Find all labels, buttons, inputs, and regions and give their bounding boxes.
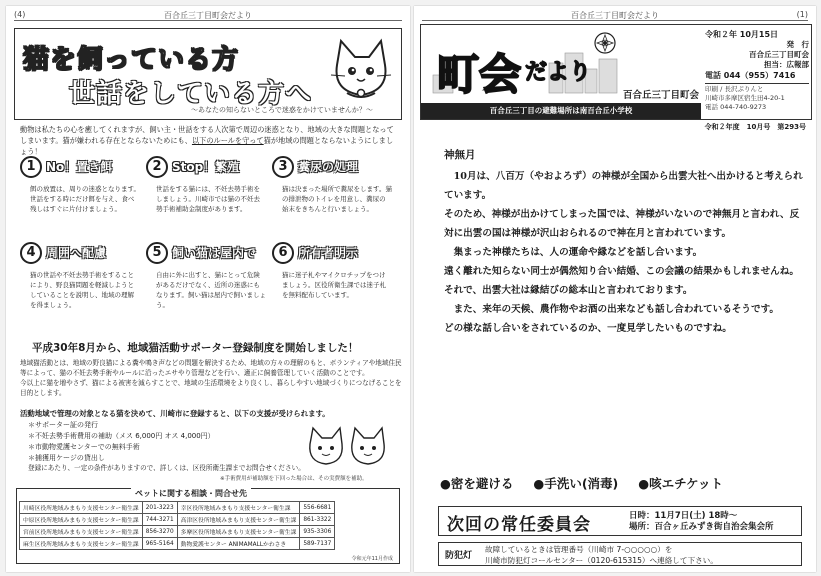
article-paragraph: どの様な話し合いをされているのか、一度見学したいものですね。 bbox=[444, 323, 732, 334]
printer-phone: 電話 044-740-9273 bbox=[705, 103, 767, 111]
evacuation-band: 百合丘三丁目の避難場所は南百合丘小学校 bbox=[421, 103, 701, 119]
list-item: ＊不妊去勢手術費用の補助（メス 6,000円 オス 4,000円） bbox=[28, 432, 215, 440]
article-kannazuki bbox=[444, 146, 804, 338]
newsletter-page-4 bbox=[6, 6, 410, 572]
rule-number: 6 bbox=[272, 242, 294, 264]
header-title: 百合丘三丁目町会だより bbox=[571, 11, 659, 20]
rule-3 bbox=[272, 156, 396, 238]
support-title: 平成30年8月から、地域猫活動サポーター登録制度を開始しました！ bbox=[32, 342, 359, 354]
rule-4 bbox=[20, 242, 144, 324]
rule-body: 餌の放置は、周りの迷惑となります。世話をする時にだけ餌を与え、食べ残しはすぐに片付けましょう。 bbox=[30, 185, 140, 213]
page-header bbox=[14, 10, 402, 21]
cat-subtitle: 〜あなたの知らないところで迷惑をかけていませんか？〜 bbox=[191, 106, 373, 114]
rule-2 bbox=[146, 156, 270, 238]
masthead-info bbox=[705, 29, 809, 117]
cat-intro-text bbox=[20, 124, 400, 157]
rule-title: 飼い猫は屋内で bbox=[172, 246, 257, 260]
consult-footer: 令和元年11月作成 bbox=[351, 556, 393, 562]
list-item: ＊市動物愛護センターでの無料手術 bbox=[28, 443, 140, 451]
intro-part2: 猫が地域の問題とならないようにしましょう！ bbox=[20, 136, 394, 156]
article-paragraph: そのため、神様が出かけてしまった国では、神様がいないので神無月と言われ、反対に出雲の国は神様が沢山おられるので神在月と言われています。 bbox=[444, 209, 800, 239]
meeting-title: 次回の常任委員会 bbox=[447, 515, 591, 535]
pet-consult-box bbox=[16, 488, 400, 564]
slogan: ●密を避ける bbox=[440, 476, 514, 491]
cat-rules-grid bbox=[16, 156, 404, 326]
support-note: 登録にあたり、一定の条件がありますので、詳しくは、区役所衛生課までお問合せください。 bbox=[28, 464, 305, 472]
cat-title-line2: 世話をしている方へ bbox=[69, 79, 313, 109]
article-paragraph: 集まった神様たちは、人の運命や縁などを話し合います。 bbox=[453, 247, 703, 258]
page-header bbox=[422, 10, 808, 21]
rule-title: Stop！繁殖 bbox=[172, 160, 240, 174]
printer-name: 印刷 / 長沢ぷりんと bbox=[705, 85, 764, 93]
cat-notice-banner bbox=[14, 28, 402, 120]
masthead bbox=[420, 24, 812, 120]
meeting-info bbox=[629, 511, 774, 533]
printer-info bbox=[705, 83, 809, 112]
rule-number: 1 bbox=[20, 156, 42, 178]
intro-part1: 動物は私たちの心を癒してくれますが、飼い主・世話をする人次第で周辺の迷惑となり、地域の大きな問題となってしまいます。猫が嫌われる存在とならないためにも、 bbox=[20, 125, 394, 145]
page-number: (1) bbox=[796, 10, 808, 19]
intro-underlined: 以下のルールを守って bbox=[191, 136, 264, 145]
covid-slogans bbox=[440, 474, 800, 492]
article-paragraph: 遠く離れた知らない同士が偶然知り合い結婚、この会議の結果かもしれませんね。 bbox=[444, 266, 799, 277]
table-row: 川崎区役所地域みまもり支援センター衛生課 201-3223 幸区役所地域みまもり支援センター衛生課 556-6681 bbox=[20, 502, 335, 514]
rule-body: 自由に外に出すと、猫にとって危険があるだけでなく、近所の迷惑にもなります。飼い猫は屋内で飼いましょう。 bbox=[156, 271, 266, 309]
rule-1 bbox=[20, 156, 144, 238]
page-number: (4) bbox=[14, 10, 26, 19]
table-row: 中原区役所地域みまもり支援センター衛生課 744-3271 高津区役所地域みまもり支援センター衛生課 861-3322 bbox=[20, 514, 335, 526]
rule-body: 世話をする猫には、不妊去勢手術をしましょう。川崎市では猫の不妊去勢手術補助金制度があります。 bbox=[156, 185, 260, 213]
rule-number: 2 bbox=[146, 156, 168, 178]
list-item: ＊サポーター証の発行 bbox=[28, 421, 98, 429]
issue-date: 令和２年 10月15日 bbox=[705, 30, 779, 39]
streetlight-notice bbox=[438, 542, 802, 566]
support-text-1: 地域猫活動とは、地域の野良猫による糞や鳴き声などの問題を解決するため、地域の方々の理解のもと、ボランティアや地域住民等によって、猫の不妊去勢手術やルールに沿ったエサやり管理などを行い、適正に飼養管理していく活動のことです。 bbox=[20, 359, 402, 377]
rule-number: 3 bbox=[272, 156, 294, 178]
issue-number: 令和２年度 10月号 第293号 bbox=[704, 123, 806, 131]
support-text bbox=[20, 358, 404, 398]
rule-6 bbox=[272, 242, 396, 324]
support-mini-note: ※手術費用が補助額を下回った場合は、その実費額を補助。 bbox=[220, 476, 368, 482]
support-text-2: 今以上に猫を増やさず、猫による被害を減らすことで、地域の生活環境をより良くし、暮らしやすい地域づくりにつなげることを目的とします。 bbox=[20, 379, 402, 397]
rule-body: 猫に迷子札やマイクロチップをつけましょう。区役所衛生課では迷子札を無料配布しています。 bbox=[282, 271, 386, 299]
rule-body: 猫の世話や不妊去勢手術をすることにより、野良猫問題を軽減しようとしていることを説明し、地域の理解を得ましょう。 bbox=[30, 271, 134, 309]
rule-title: 周囲へ配慮 bbox=[46, 246, 107, 260]
publish-label: 発 行 bbox=[786, 40, 809, 49]
table-row: 麻生区役所地域みまもり支援センター衛生課 965-5164 動物愛護センター ANIMAMALLかわさき 589-7137 bbox=[20, 538, 335, 550]
list-item: ＊捕獲用ケージの貸出し bbox=[28, 454, 105, 462]
article-title: 神無月 bbox=[444, 149, 476, 161]
cat-title-line1: 猫を飼っている方 bbox=[23, 45, 240, 75]
rule-title: 糞尿の処理 bbox=[298, 160, 359, 174]
support-bold-line: 活動地域で管理の対象となる猫を決めて、川崎市に登録すると、以下の支援が受けられます。 bbox=[20, 409, 330, 418]
header-title: 百合丘三丁目町会だより bbox=[164, 11, 252, 20]
rule-title: No！置き餌 bbox=[46, 160, 113, 174]
rule-number: 4 bbox=[20, 242, 42, 264]
rule-5 bbox=[146, 242, 270, 324]
newsletter-page-1 bbox=[414, 6, 816, 572]
article-paragraph: それで、出雲大社は縁結びの総本山と言われております。 bbox=[444, 285, 693, 296]
cat-illustration bbox=[325, 35, 397, 105]
printer-address: 川崎市多摩区宿生田4-20-1 bbox=[705, 94, 785, 102]
department: 担当：広報部 bbox=[764, 60, 809, 69]
streetlight-title: 防犯灯 bbox=[445, 551, 473, 561]
publisher: 百合丘三丁目町会 bbox=[749, 50, 809, 59]
lily-icon bbox=[595, 33, 615, 53]
rule-body: 猫は決まった場所で糞尿をします。猫の排泄物のトイレを用意し、糞尿の始末をきちんと行いましょう。 bbox=[282, 185, 392, 213]
masthead-kana: だより bbox=[525, 60, 592, 85]
rule-number: 5 bbox=[146, 242, 168, 264]
support-list bbox=[28, 420, 308, 464]
streetlight-text bbox=[485, 544, 718, 566]
publisher-phone: 電話 044（955）7416 bbox=[705, 71, 796, 80]
masthead-kanji: 町会 bbox=[437, 50, 522, 99]
consult-table bbox=[19, 501, 335, 550]
two-cats-illustration bbox=[302, 424, 392, 466]
slogan: ●手洗い(消毒) bbox=[533, 476, 619, 491]
meeting-place: 場所：百合ヶ丘みずき街自治会集会所 bbox=[629, 522, 774, 532]
table-row: 宮前区役所地域みまもり支援センター衛生課 856-3270 多摩区役所地域みまもり支援センター衛生課 935-3306 bbox=[20, 526, 335, 538]
rule-title: 所有者明示 bbox=[298, 246, 359, 260]
meeting-datetime: 日時：11月7日(土) 18時〜 bbox=[629, 511, 738, 521]
article-paragraph: また、来年の天候、農作物やお酒の出来なども話し合われているそうです。 bbox=[453, 304, 780, 315]
streetlight-line1: 故障しているときは管理番号（川崎市 7-○○○○○）を bbox=[485, 545, 673, 554]
masthead-org: 百合丘三丁目町会 bbox=[621, 87, 701, 101]
article-paragraph: 10月は、八百万（やおよろず）の神様が全国から出雲大社へ出かけると考えられています。 bbox=[444, 171, 803, 201]
consult-title: ペットに関する相談・問合せ先 bbox=[131, 488, 251, 499]
streetlight-line2: 川崎市防犯灯コールセンター（0120-615315）へ連絡して下さい。 bbox=[485, 556, 718, 565]
masthead-title-art bbox=[429, 29, 621, 105]
next-meeting-box bbox=[438, 506, 802, 536]
slogan: ●咳エチケット bbox=[638, 476, 724, 491]
